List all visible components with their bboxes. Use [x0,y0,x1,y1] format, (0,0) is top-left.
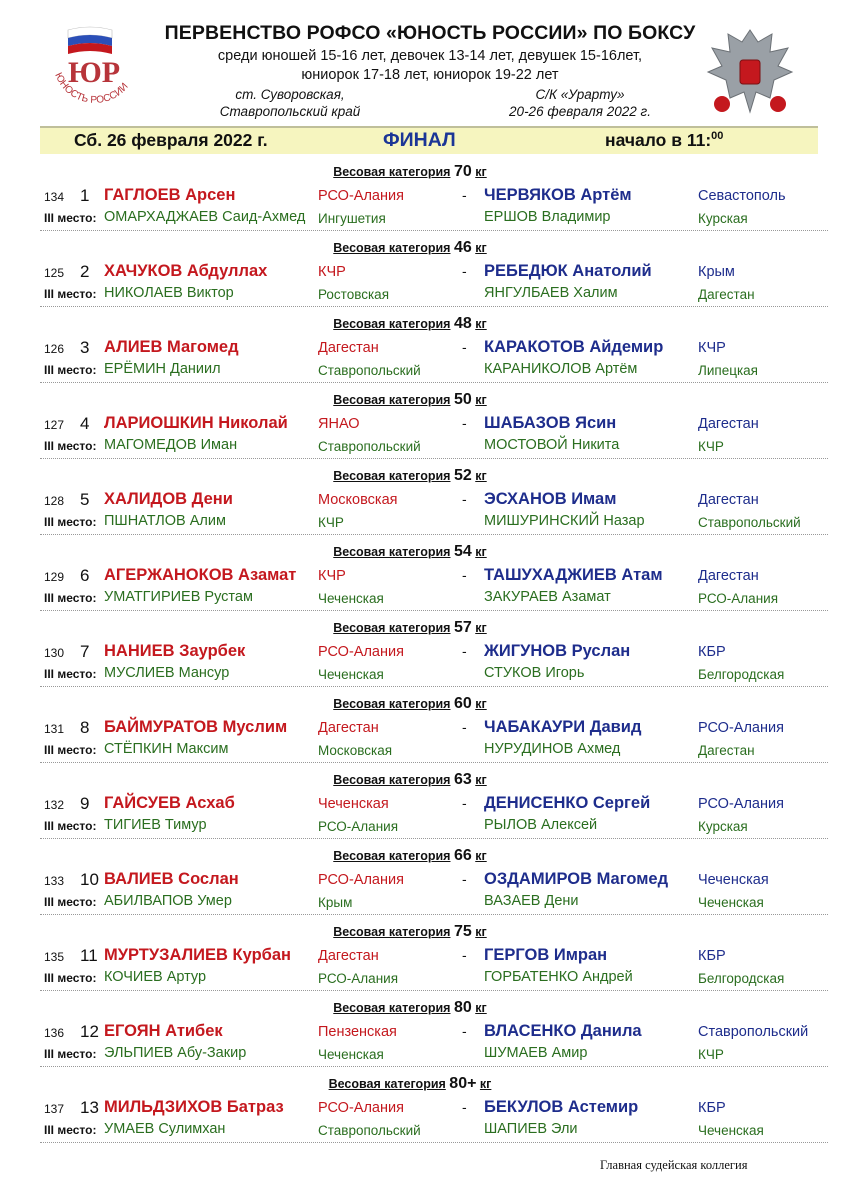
bout-block [40,315,830,391]
third-place-region-1: КЧР [318,515,344,530]
blue-corner-region: Дагестан [698,568,759,584]
subtitle-line-1: среди юношей 15-16 лет, девочек 13-14 лет, девушек 15-16лет, [217,48,643,64]
weight-value: 57 [453,619,472,636]
bout-order: 9 [80,794,90,813]
versus-dash: - [462,1023,467,1039]
weight-value: 46 [453,239,472,256]
bout-block [40,695,830,771]
third-place-region-1: Крым [318,895,353,910]
weight-value: 54 [453,543,472,560]
start-time [605,130,723,151]
weight-unit: кг [475,469,487,483]
ministry-eagle-emblem-icon [700,22,800,122]
location-left-line-1: ст. Суворовская, [235,87,345,102]
red-corner-boxer: АЛИЕВ Магомед [104,338,239,356]
third-place-boxer-2: МИШУРИНСКИЙ Назар [484,513,645,529]
bout-order: 8 [80,718,90,737]
location-right-line-1: С/К «Урарту» [535,87,625,102]
blue-corner-boxer: ДЕНИСЕНКО Сергей [484,794,651,812]
subtitle-line-2: юниорок 17-18 лет, юниорок 19-22 лет [301,67,559,83]
blue-corner-boxer: ЧАБАКАУРИ Давид [484,718,642,736]
weight-value: 60 [453,695,472,712]
weight-value: 52 [453,467,472,484]
weight-category-heading [40,467,780,485]
red-corner-region: РСО-Алания [318,1100,404,1116]
weight-category-heading [40,619,780,637]
versus-dash: - [462,871,467,887]
weight-value: 80+ [449,1075,477,1092]
third-place-boxer-1: МУСЛИЕВ Мансур [104,665,230,681]
red-corner-boxer: ЛАРИОШКИН Николай [104,414,288,432]
weight-unit: кг [475,697,487,711]
blue-corner-boxer: ЧЕРВЯКОВ Артём [484,186,632,204]
blue-corner-boxer: ЭСХАНОВ Имам [484,490,617,508]
red-corner-boxer: АГЕРЖАНОКОВ Азамат [104,566,297,584]
bout-order: 1 [80,186,90,205]
bout-number: 127 [44,418,65,432]
weight-category-label: Весовая категория [333,925,451,939]
blue-corner-region: Дагестан [698,416,759,432]
weight-value: 48 [453,315,472,332]
weight-category-heading [40,695,780,713]
third-place-label: III место: [44,971,97,985]
third-place-boxer-1: ЕРЁМИН Даниил [104,361,221,377]
red-corner-boxer: НАНИЕВ Заурбек [104,642,246,660]
bout-order: 2 [80,262,90,281]
third-place-boxer-1: УМАЕВ Сулимхан [104,1121,226,1137]
bout-order: 6 [80,566,90,585]
weight-category-heading [40,847,780,865]
location-right-line-2: 20-26 февраля 2022 г. [509,104,651,119]
third-place-boxer-2: ЯНГУЛБАЕВ Халим [484,285,618,301]
red-corner-boxer: ХАЛИДОВ Дени [104,490,233,508]
third-place-region-2: КЧР [698,439,724,454]
start-minutes: 00 [711,130,724,142]
third-place-boxer-2: НУРУДИНОВ Ахмед [484,741,621,757]
red-corner-region: Дагестан [318,720,379,736]
logo-monogram: ЮР [67,56,121,89]
third-place-region-2: Дагестан [698,287,755,302]
third-place-label: III место: [44,819,97,833]
weight-category-label: Весовая категория [333,773,451,787]
third-place-label: III место: [44,363,97,377]
third-place-boxer-2: ГОРБАТЕНКО Андрей [484,969,633,985]
weight-category-heading [40,163,780,181]
row-divider [40,1066,828,1067]
blue-corner-region: Крым [698,264,735,280]
row-divider [40,990,828,991]
third-place-label: III место: [44,515,97,529]
bout-block [40,163,830,239]
logo-circular-text: ЮНОСТЬ РОССИИ [52,71,131,107]
third-place-boxer-1: ТИГИЕВ Тимур [104,817,207,833]
third-place-boxer-1: УМАТГИРИЕВ Рустам [104,589,253,605]
bout-number: 130 [44,646,65,660]
versus-dash: - [462,491,467,507]
third-place-boxer-1: СТЁПКИН Максим [104,741,229,757]
bout-block [40,391,830,467]
third-place-region-2: РСО-Алания [698,591,778,606]
blue-corner-region: Севастополь [698,188,786,204]
versus-dash: - [462,795,467,811]
weight-category-heading [40,391,780,409]
third-place-region-2: Ставропольский [698,515,801,530]
red-corner-boxer: ВАЛИЕВ Сослан [104,870,239,888]
red-corner-region: КЧР [318,264,346,280]
blue-corner-boxer: ОЗДАМИРОВ Магомед [484,870,669,888]
yunost-rossii-logo [40,20,150,125]
weight-category-heading [40,1075,780,1093]
stage-title: ФИНАЛ [383,129,456,151]
red-corner-boxer: ХАЧУКОВ Абдуллах [104,262,268,280]
bout-block [40,239,830,315]
third-place-region-2: Дагестан [698,743,755,758]
weight-value: 66 [453,847,472,864]
blue-corner-boxer: КАРАКОТОВ Айдемир [484,338,664,356]
third-place-region-2: Курская [698,211,748,226]
third-place-label: III место: [44,211,97,225]
row-divider [40,686,828,687]
row-divider [40,762,828,763]
third-place-label: III место: [44,1047,97,1061]
blue-corner-boxer: ВЛАСЕНКО Данила [484,1022,642,1040]
third-place-region-1: Ставропольский [318,363,421,378]
session-date: Сб. 26 февраля 2022 г. [74,130,268,150]
third-place-region-1: РСО-Алания [318,819,398,834]
red-corner-region: КЧР [318,568,346,584]
weight-category-heading [40,239,780,257]
third-place-region-2: КЧР [698,1047,724,1062]
third-place-boxer-1: КОЧИЕВ Артур [104,969,207,985]
bout-number: 132 [44,798,65,812]
bout-block [40,923,830,999]
row-divider [40,914,828,915]
weight-unit: кг [475,621,487,635]
blue-corner-boxer: ГЕРГОВ Имран [484,946,608,964]
blue-corner-boxer: ШАБАЗОВ Ясин [484,414,617,432]
third-place-label: III место: [44,591,97,605]
start-label: начало в 11: [605,130,712,150]
weight-category-label: Весовая категория [333,545,451,559]
weight-category-heading [40,771,780,789]
blue-corner-boxer: БЕКУЛОВ Астемир [484,1098,639,1116]
row-divider [40,838,828,839]
third-place-boxer-1: ЭЛЬПИЕВ Абу-Закир [104,1045,247,1061]
third-place-boxer-2: РЫЛОВ Алексей [484,817,598,833]
bout-number: 136 [44,1026,65,1040]
third-place-region-2: Липецкая [698,363,758,378]
bout-number: 125 [44,266,65,280]
third-place-boxer-2: ЕРШОВ Владимир [484,209,611,225]
bout-block [40,543,830,619]
bout-number: 131 [44,722,65,736]
location-right [480,86,680,120]
weight-category-label: Весовая категория [333,241,451,255]
versus-dash: - [462,643,467,659]
weight-category-heading [40,999,780,1017]
weight-category-heading [40,543,780,561]
red-corner-region: Московская [318,492,398,508]
bout-number: 135 [44,950,65,964]
weight-unit: кг [475,925,487,939]
bout-number: 126 [44,342,65,356]
red-corner-boxer: МУРТУЗАЛИЕВ Курбан [104,946,291,964]
row-divider [40,230,828,231]
third-place-label: III место: [44,895,97,909]
weight-unit: кг [475,545,487,559]
third-place-boxer-2: ШАПИЕВ Эли [484,1121,578,1137]
weight-unit: кг [479,1077,492,1091]
third-place-boxer-2: МОСТОВОЙ Никита [484,437,620,453]
weight-category-heading [40,315,780,333]
blue-corner-region: Ставропольский [698,1024,809,1040]
third-place-label: III место: [44,439,97,453]
third-place-region-1: Чеченская [318,591,384,606]
third-place-region-1: РСО-Алания [318,971,398,986]
third-place-region-1: Ростовская [318,287,390,302]
red-corner-region: Пензенская [318,1024,397,1040]
blue-corner-boxer: РЕБЕДЮК Анатолий [484,262,652,280]
third-place-region-2: Чеченская [698,895,764,910]
third-place-region-2: Курская [698,819,748,834]
bout-number: 129 [44,570,65,584]
versus-dash: - [462,1099,467,1115]
third-place-region-2: Белгородская [698,667,785,682]
third-place-label: III место: [44,667,97,681]
red-corner-region: ЯНАО [318,416,360,432]
versus-dash: - [462,947,467,963]
weight-category-label: Весовая категория [333,317,451,331]
third-place-boxer-2: ВАЗАЕВ Дени [484,893,579,909]
weight-category-label: Весовая категория [333,165,451,179]
session-banner [40,126,818,154]
bout-block [40,847,830,923]
location-left-line-2: Ставропольский край [219,104,361,119]
blue-corner-region: РСО-Алания [698,796,784,812]
location-left [205,86,375,120]
red-corner-region: РСО-Алания [318,644,404,660]
row-divider [40,382,828,383]
blue-corner-region: КЧР [698,340,726,356]
versus-dash: - [462,187,467,203]
third-place-label: III место: [44,1123,97,1137]
versus-dash: - [462,339,467,355]
bout-order: 10 [80,870,99,889]
red-corner-region: Дагестан [318,948,379,964]
weight-category-label: Весовая категория [333,393,451,407]
weight-unit: кг [475,393,487,407]
red-corner-region: РСО-Алания [318,188,404,204]
logo-flag-icon [68,27,112,54]
third-place-region-1: Чеченская [318,1047,384,1062]
blue-corner-region: КБР [698,1100,726,1116]
red-corner-region: Чеченская [318,796,389,812]
weight-category-label: Весовая категория [328,1077,446,1091]
third-place-boxer-1: АБИЛВАПОВ Умер [104,893,232,909]
third-place-region-1: Московская [318,743,393,758]
third-place-label: III место: [44,287,97,301]
weight-unit: кг [475,773,487,787]
blue-corner-boxer: ЖИГУНОВ Руслан [484,642,631,660]
red-corner-boxer: ГАЙСУЕВ Асхаб [104,794,235,812]
blue-corner-region: Дагестан [698,492,759,508]
bout-number: 133 [44,874,65,888]
bout-block [40,467,830,543]
third-place-region-2: Белгородская [698,971,785,986]
weight-unit: кг [475,165,487,179]
bout-number: 137 [44,1102,65,1116]
weight-value: 75 [453,923,472,940]
weight-category-label: Весовая категория [333,697,451,711]
bout-block [40,999,830,1075]
red-corner-region: РСО-Алания [318,872,404,888]
page-title: ПЕРВЕНСТВО РОФСО «ЮНОСТЬ РОССИИ» ПО БОКСУ [164,22,696,44]
bout-block [40,771,830,847]
versus-dash: - [462,415,467,431]
row-divider [40,458,828,459]
weight-value: 50 [453,391,472,408]
bout-block [40,619,830,695]
third-place-region-1: Чеченская [318,667,384,682]
versus-dash: - [462,719,467,735]
row-divider [40,1142,828,1143]
row-divider [40,534,828,535]
weight-value: 80 [453,999,472,1016]
third-place-region-1: Ставропольский [318,439,421,454]
weight-category-label: Весовая категория [333,849,451,863]
weight-unit: кг [475,241,487,255]
bout-number: 128 [44,494,65,508]
third-place-boxer-1: ПШНАТЛОВ Алим [104,513,226,529]
weight-unit: кг [475,317,487,331]
weight-unit: кг [475,849,487,863]
bout-block [40,1075,830,1151]
third-place-boxer-1: ОМАРХАДЖАЕВ Саид-Ахмед [104,209,306,225]
third-place-boxer-2: СТУКОВ Игорь [484,665,585,681]
red-corner-boxer: БАЙМУРАТОВ Муслим [104,718,288,736]
blue-corner-region: КБР [698,644,726,660]
weight-value: 63 [453,771,472,788]
weight-category-label: Весовая категория [333,1001,451,1015]
third-place-boxer-2: ШУМАЕВ Амир [484,1045,588,1061]
bout-order: 11 [80,946,98,965]
third-place-region-2: Чеченская [698,1123,764,1138]
document-header [0,0,849,125]
versus-dash: - [462,263,467,279]
third-place-boxer-2: КАРАНИКОЛОВ Артём [484,361,638,377]
footer-signature: Главная судейская коллегия [600,1158,748,1172]
third-place-region-1: Ингушетия [318,211,386,226]
weight-category-label: Весовая категория [333,469,451,483]
weight-value: 70 [453,163,472,180]
red-corner-boxer: ЕГОЯН Атибек [104,1022,223,1040]
blue-corner-region: Чеченская [698,872,769,888]
third-place-region-1: Ставропольский [318,1123,421,1138]
third-place-label: III место: [44,743,97,757]
blue-corner-region: КБР [698,948,726,964]
bout-order: 4 [80,414,90,433]
blue-corner-region: РСО-Алания [698,720,784,736]
bout-order: 5 [80,490,90,509]
versus-dash: - [462,567,467,583]
blue-corner-boxer: ТАШУХАДЖИЕВ Атам [484,566,663,584]
row-divider [40,610,828,611]
third-place-boxer-1: МАГОМЕДОВ Иман [104,437,238,453]
bout-order: 12 [80,1022,99,1041]
bout-order: 7 [80,642,90,661]
bout-order: 3 [80,338,90,357]
weight-category-label: Весовая категория [333,621,451,635]
bout-order: 13 [80,1098,99,1117]
third-place-boxer-1: НИКОЛАЕВ Виктор [104,285,234,301]
third-place-boxer-2: ЗАКУРАЕВ Азамат [484,589,611,605]
red-corner-boxer: ГАГЛОЕВ Арсен [104,186,236,204]
bout-number: 134 [44,190,65,204]
weight-category-heading [40,923,780,941]
red-corner-boxer: МИЛЬДЗИХОВ Батраз [104,1098,284,1116]
weight-unit: кг [475,1001,487,1015]
row-divider [40,306,828,307]
red-corner-region: Дагестан [318,340,379,356]
